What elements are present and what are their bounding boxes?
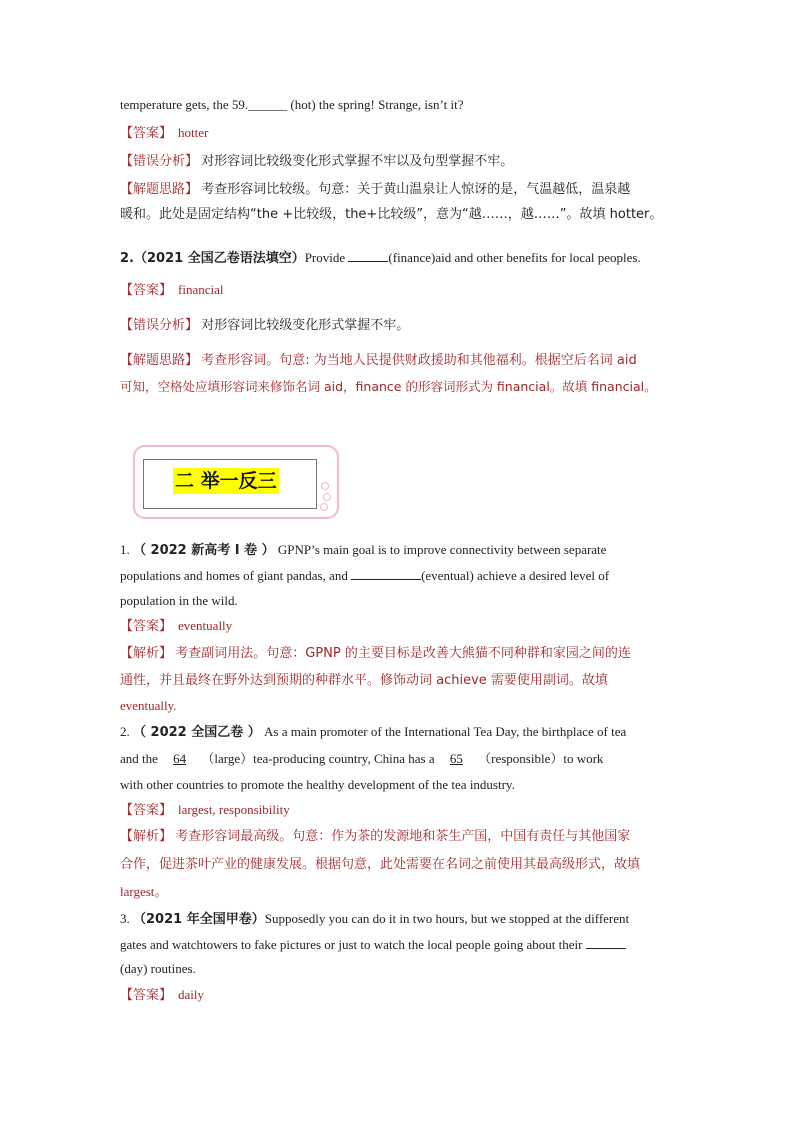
- numbered-blank: 64: [173, 751, 187, 766]
- fill-blank: [351, 567, 421, 580]
- answer-line: 【答案】 hotter: [120, 125, 209, 141]
- heart-icon: [323, 493, 331, 501]
- answer-line: 【答案】 eventually: [120, 618, 233, 634]
- answer-line: 【答案】 daily: [120, 987, 205, 1003]
- analysis-line-2: 通性，并且最终在野外达到预期的种群水平。修饰动词 achieve 需要使用副词。故填: [120, 673, 608, 688]
- question-source: 2.（2021 全国乙卷语法填空）: [120, 251, 305, 266]
- solution-line-1: 【解题思路】 考查形容词。句意: 为当地人民提供财政援助和其他福利。根据空后名词 aid: [120, 353, 637, 368]
- question-text: temperature gets, the 59.______ (hot) the spring! Strange, isn’t it?: [120, 97, 464, 112]
- analysis-line-3: largest。: [120, 884, 168, 899]
- fill-blank: [586, 936, 626, 949]
- analysis-line-1: 【解析】 考查副词用法。句意：GPNP 的主要目标是改善大熊猫不同种群和家园之间的连: [120, 646, 631, 661]
- exercise-2-line-1: 2. （ 2022 全国乙卷 ） As a main promoter of the International Tea Day, the birthplace of tea: [120, 724, 627, 740]
- exercise-2-line-3: with other countries to promote the healthy development of the tea industry.: [120, 777, 515, 792]
- question-2: 2.（2021 全国乙卷语法填空）Provide (finance)aid and other benefits for local peoples.: [120, 250, 641, 266]
- section-title: 二 举一反三: [175, 470, 277, 492]
- error-analysis-line: 【错误分析】 对形容词比较级变化形式掌握不牢以及句型掌握不牢。: [120, 154, 514, 169]
- solution-line-2: 可知，空格处应填形容词来修饰名词 aid，finance 的形容词形式为 financial。故填 financial。: [120, 379, 657, 394]
- exercise-1-line-3: population in the wild.: [120, 593, 238, 608]
- fill-blank: [348, 249, 388, 262]
- heart-icon: [321, 482, 329, 490]
- exercise-3-line-3: (day) routines.: [120, 961, 196, 976]
- question-source: （ 2022 全国乙卷 ）: [133, 725, 261, 740]
- analysis-line-3: eventually.: [120, 698, 177, 713]
- error-analysis-line: 【错误分析】 对形容词比较级变化形式掌握不牢。: [120, 318, 410, 333]
- heart-icon: [320, 503, 328, 511]
- exercise-1-line-2: populations and homes of giant pandas, and (eventual) achieve a desired level of: [120, 568, 610, 583]
- exercise-3-line-2: gates and watchtowers to fake pictures or just to watch the local people going about their: [120, 936, 680, 954]
- exercise-1-line-1: 1. （ 2022 新高考 I 卷 ） GPNP’s main goal is to improve connectivity between separate: [120, 542, 607, 558]
- analysis-line-1: 【解析】 考查形容词最高级。句意：作为茶的发源地和茶生产国，中国有责任与其他国家: [120, 829, 631, 844]
- exercise-2-line-2: and the 64 （large）tea-producing country, China has a 65 （responsible）to work: [120, 751, 604, 766]
- question-source: （ 2022 新高考 I 卷 ）: [133, 543, 275, 558]
- exercise-3-line-1: 3. （2021 年全国甲卷）Supposedly you can do it in two hours, but we stopped at the different: [120, 911, 630, 927]
- analysis-line-2: 合作，促进茶叶产业的健康发展。根据句意，此处需要在名词之前使用其最高级形式，故填: [120, 857, 641, 872]
- solution-line-1: 【解题思路】 考查形容词比较级。句意：关于黄山温泉让人惊讶的是，气温越低，温泉越: [120, 182, 631, 197]
- question-source: （2021 年全国甲卷）: [133, 912, 265, 927]
- numbered-blank: 65: [449, 751, 463, 766]
- answer-line: 【答案】 financial: [120, 282, 224, 298]
- solution-line-2: 暖和。此处是固定结构“the +比较级，the+比较级”，意为“越……，越……”。故填 hotter。: [120, 207, 663, 222]
- answer-line: 【答案】 largest, responsibility: [120, 802, 290, 818]
